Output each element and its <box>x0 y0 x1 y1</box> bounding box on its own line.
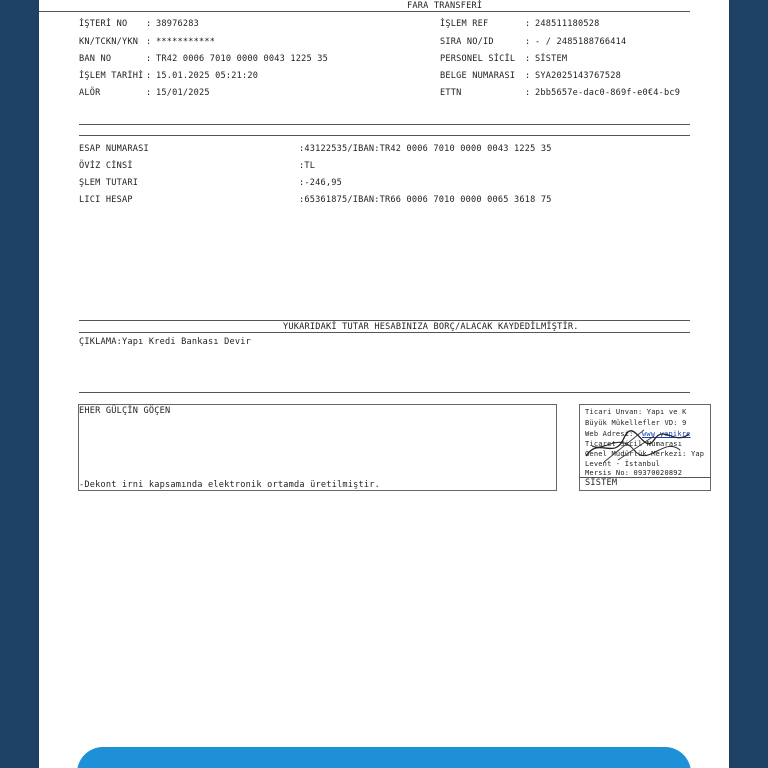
tckn-value: *********** <box>156 37 216 47</box>
section-divider <box>79 135 690 136</box>
receiver-account-label: LICI HESAP <box>79 195 133 205</box>
top-divider <box>39 11 690 12</box>
customer-name: EHER GÜLÇİN GÖÇEN <box>79 406 171 416</box>
bank-registry-number: Ticaret Sicil Numarası <box>585 440 683 448</box>
footer-note: -Dekont irni kapsamında elektronik ortamda üretilmiştir. <box>79 480 380 490</box>
bank-location: Levent - İstanbul <box>585 460 661 468</box>
field-separator: : <box>525 71 531 81</box>
value-date-label: ALÖR <box>79 88 101 98</box>
field-separator: : <box>525 88 531 98</box>
account-number-label: ESAP NUMARASI <box>79 144 149 154</box>
field-separator: : <box>146 88 152 98</box>
document-number-value: SYA2025143767528 <box>535 71 621 81</box>
bank-mersis-no: Mersis No: 09370020892 <box>585 469 683 477</box>
transaction-ref-label: İŞLEM REF <box>440 19 489 29</box>
bank-web-label: Web Adresi: <box>585 430 634 438</box>
field-separator: : <box>146 19 152 29</box>
amount-label: ŞLEM TUTARI <box>79 178 139 188</box>
currency-value: :TL <box>299 161 316 171</box>
bank-tax-office: Büyük Mükellefler VD: 9 <box>585 419 687 427</box>
notice-divider <box>79 320 690 321</box>
sequence-no-label: SIRA NO/ID <box>440 37 494 47</box>
signature-scribble <box>584 426 694 466</box>
document-number-label: BELGE NUMARASI <box>440 71 516 81</box>
field-separator: : <box>146 54 152 64</box>
ettn-label: ETTN <box>440 88 462 98</box>
field-separator: : <box>146 71 152 81</box>
field-separator: : <box>146 37 152 47</box>
section-divider <box>79 392 690 393</box>
primary-action-button[interactable] <box>77 747 691 768</box>
field-separator: : <box>525 19 531 29</box>
transaction-date-value: 15.01.2025 05:21:20 <box>156 71 259 81</box>
transaction-date-label: İŞLEM TARİHİ <box>79 71 144 81</box>
field-separator: : <box>525 37 531 47</box>
description-text: ÇIKLAMA:Yapı Kredi Bankası Devir <box>79 337 251 347</box>
customer-no-value: 38976283 <box>156 19 199 29</box>
field-separator: : <box>525 54 531 64</box>
personnel-label: PERSONEL SİCİL <box>440 54 516 64</box>
sequence-no-value: - / 2485188766414 <box>535 37 627 47</box>
value-date-value: 15/01/2025 <box>156 88 210 98</box>
amount-value: :-246,95 <box>299 178 342 188</box>
account-number-value: :43122535/IBAN:TR42 0006 7010 0000 0043 1225 35 <box>299 144 552 154</box>
notice-divider <box>79 332 690 333</box>
bank-web-link[interactable]: www.yapikre <box>642 430 691 438</box>
currency-label: ÖVİZ CİNSİ <box>79 161 133 171</box>
bank-headquarters: Genel Müdürlük Merkezi: Yap <box>585 450 705 458</box>
notice-text: YUKARIDAKİ TUTAR HESABINIZA BORÇ/ALACAK KAYDEDİLMİŞTİR. <box>283 322 579 332</box>
ettn-value: 2bb5657e-dac0-869f-e0€4-bc9 <box>535 88 681 98</box>
receiver-account-value: :65361875/IBAN:TR66 0006 7010 0000 0065 3618 75 <box>299 195 552 205</box>
tckn-label: KN/TCKN/YKN <box>79 37 139 47</box>
iban-value: TR42 0006 7010 0000 0043 1225 35 <box>156 54 328 64</box>
personnel-value: SİSTEM <box>535 54 568 64</box>
bank-trade-name: Ticari Unvan: Yapı ve K <box>585 408 687 416</box>
transaction-ref-value: 248511180528 <box>535 19 600 29</box>
iban-label: BAN NO <box>79 54 112 64</box>
bank-personnel: SİSTEM <box>585 478 618 488</box>
customer-box <box>78 404 557 491</box>
section-divider <box>79 124 690 125</box>
customer-no-label: İŞTERİ NO <box>79 19 128 29</box>
receipt-document <box>39 0 729 768</box>
document-title: FARA TRANSFERİ <box>407 1 483 11</box>
